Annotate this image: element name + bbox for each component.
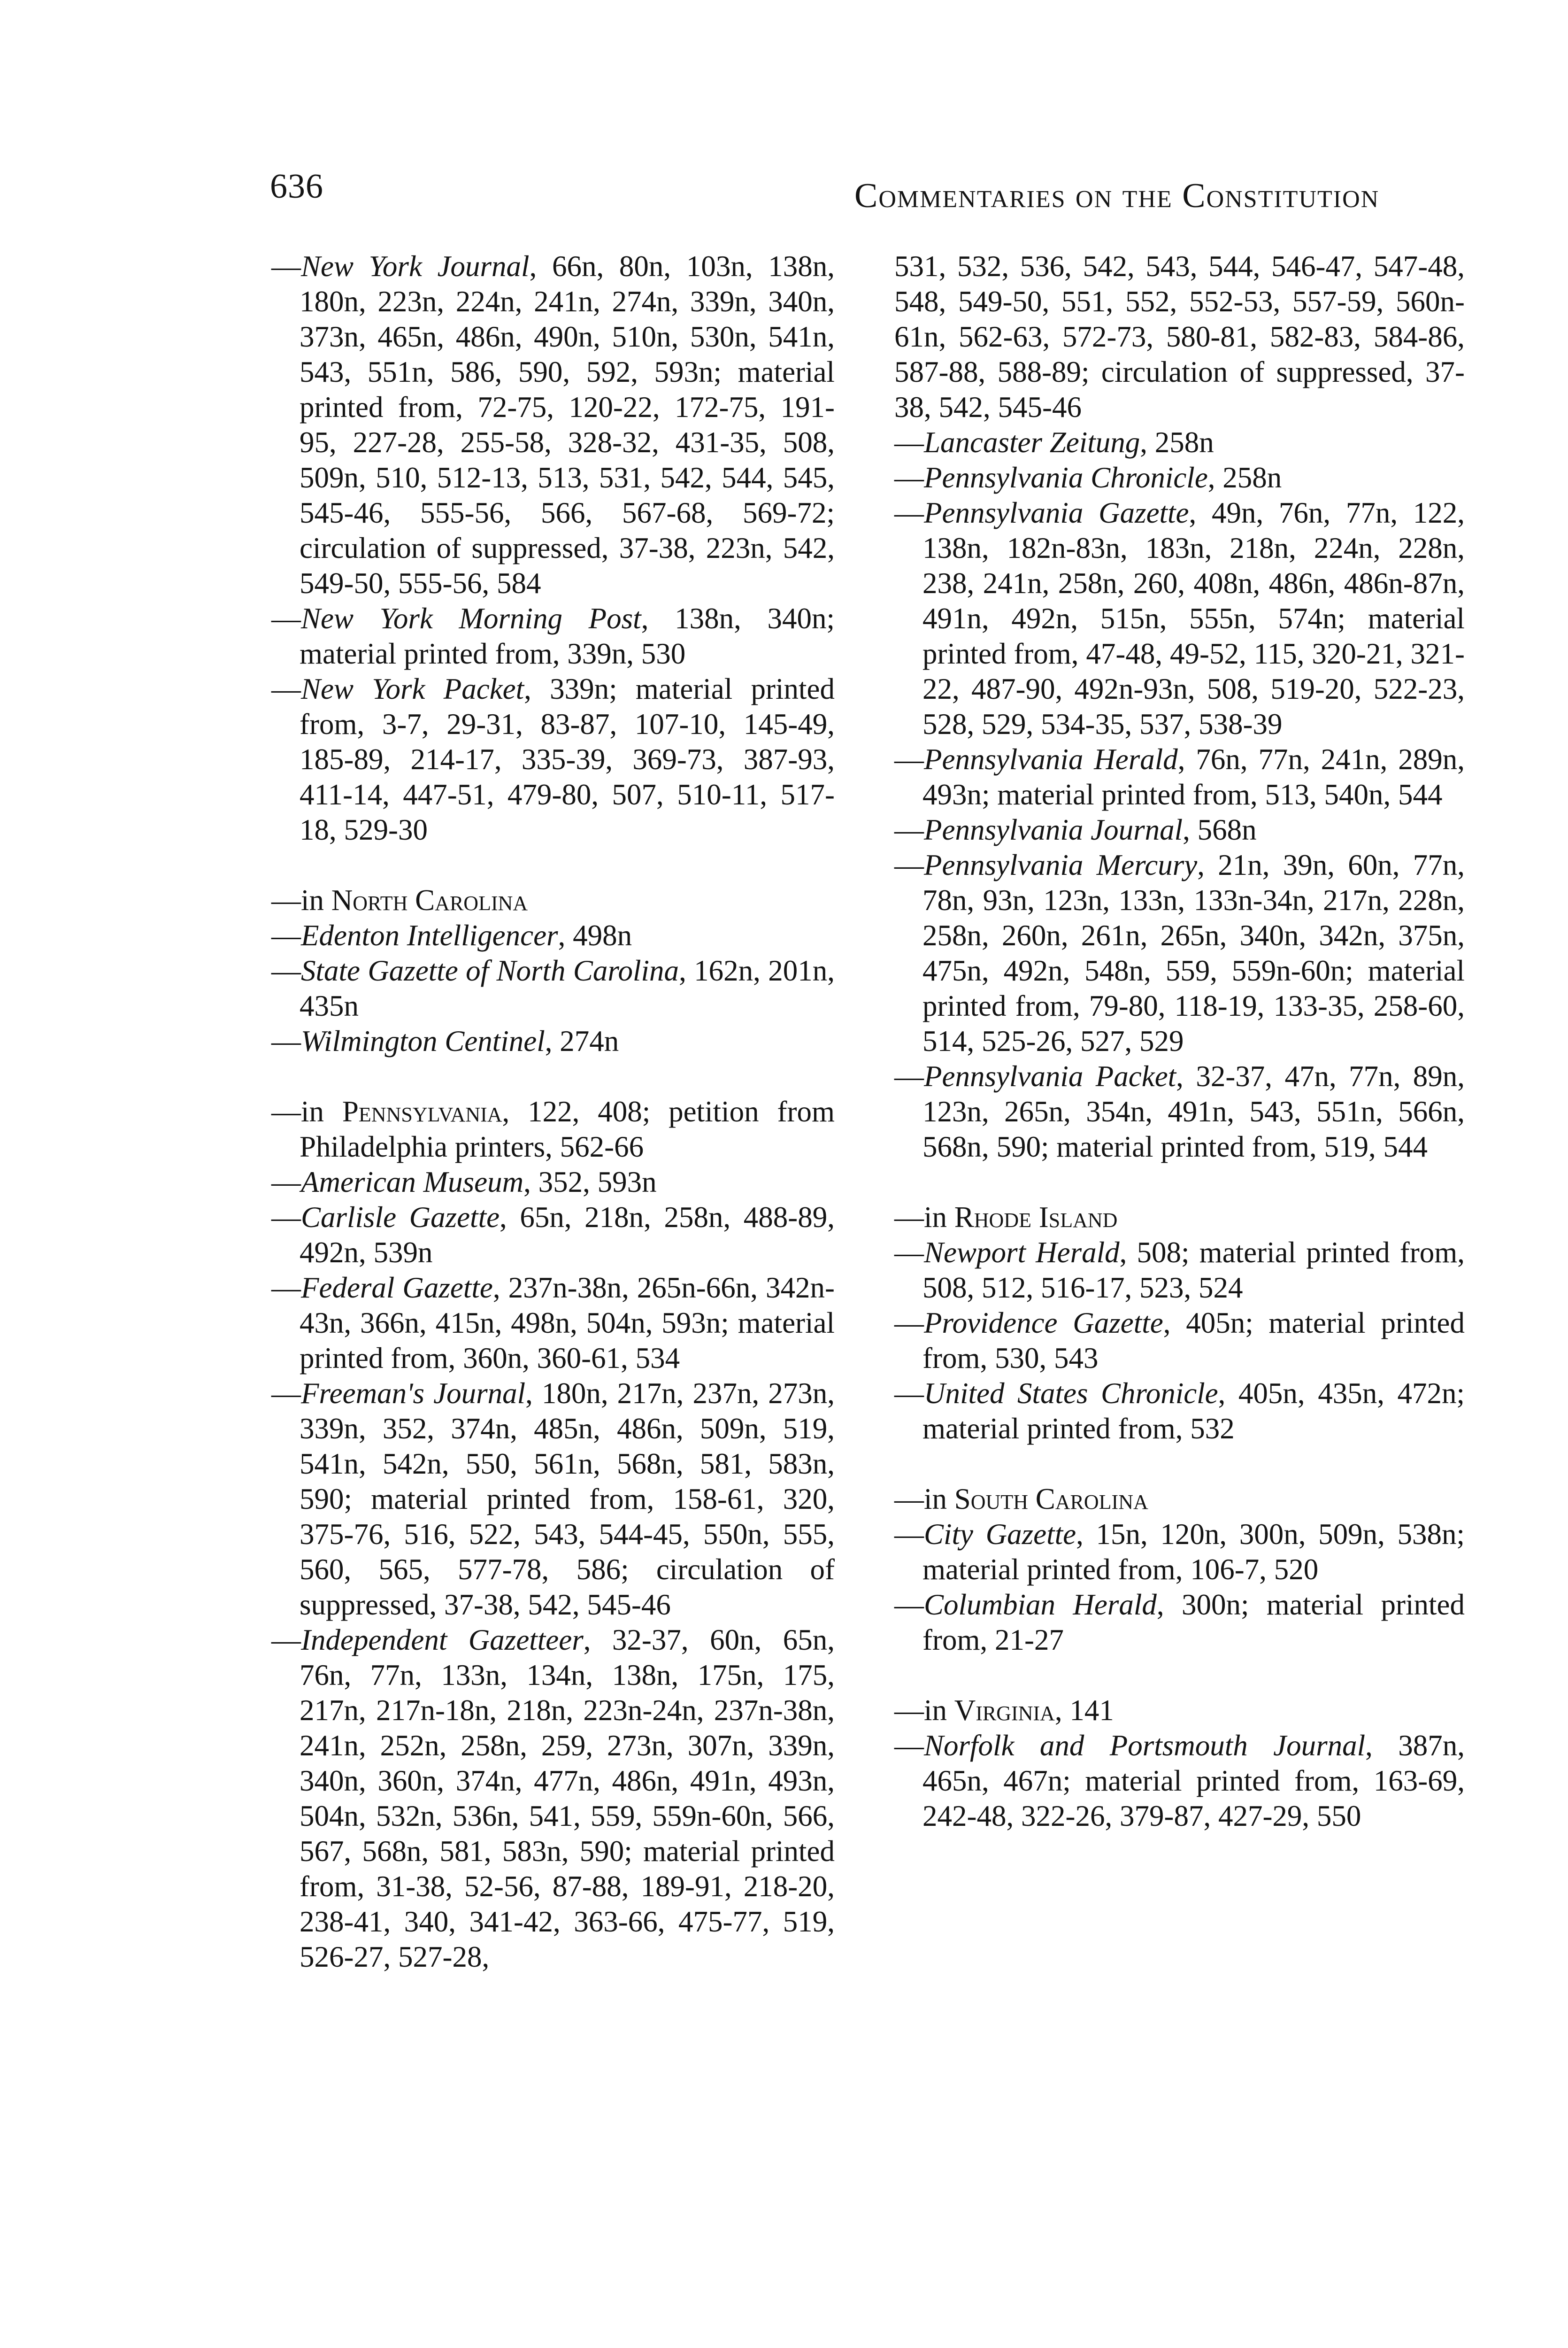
- section-spacer: [271, 848, 835, 883]
- index-entry: —New York Packet, 339n; material printed from, 3-7, 29-31, 83-87, 107-10, 145-49, 185-89, 214-17, 335-39, 369-73, 387-93, 411-14, 447-51, 479-80, 507, 510-11, 517-18, 529-30: [271, 672, 835, 846]
- index-entry: —State Gazette of North Carolina, 162n, 201n, 435n: [271, 954, 835, 1022]
- index-entry-continuation: [894, 249, 1465, 425]
- page-references: 531, 532, 536, 542, 543, 544, 546-47, 547-48, 548, 549-50, 551, 552, 552-53, 557-59, 560n-61n, 562-63, 572-73, 580-81, 582-83, 584-86, 587-88, 588-89; circulation of suppressed, 37-38, 542, 545-46: [894, 250, 1465, 424]
- newspaper-title: State Gazette of North Carolina: [301, 954, 679, 987]
- page-references: , 32-37, 60n, 65n, 76n, 77n, 133n, 134n, 138n, 175n, 175, 217n, 217n-18n, 218n, 223n-24n, 237n-38n, 241n, 252n, 258n, 259, 273n, 307n, 339n, 340n, 360n, 374n, 477n, 486n, 491n, 493n, 504n, 532n, 536n, 541, 559, 559n-60n, 566, 567, 568n, 581, 583n, 590; material printed from, 31-38, 52-56, 87-88, 189-91, 218-20, 238-41, 340, 341-42, 363-66, 475-77, 519, 526-27, 527-28,: [300, 1623, 835, 1973]
- page-references: , 387n, 465n, 467n; material printed from, 163-69, 242-48, 322-26, 379-87, 427-29, 550: [922, 1729, 1465, 1832]
- index-entry: —Pennsylvania Herald, 76n, 77n, 241n, 289n, 493n; material printed from, 513, 540n, 544: [894, 743, 1465, 811]
- newspaper-title: Newport Herald: [924, 1236, 1120, 1269]
- newspaper-title: Freeman's Journal: [301, 1377, 526, 1410]
- index-entry: —Pennsylvania Gazette, 49n, 76n, 77n, 122, 138n, 182n-83n, 183n, 218n, 224n, 228n, 238, 241n, 258n, 260, 408n, 486n, 486n-87n, 491n, 492n, 515n, 555n, 574n; material printed from, 47-48, 49-52, 115, 320-21, 321-22, 487-90, 492n-93n, 508, 519-20, 522-23, 528, 529, 534-35, 537, 538-39: [894, 496, 1465, 741]
- index-column-left: [271, 249, 835, 1975]
- state-name: South Carolina: [954, 1483, 1148, 1515]
- index-column-right: [894, 249, 1465, 1834]
- index-section-heading: —in South Carolina: [894, 1483, 1148, 1515]
- newspaper-title: Lancaster Zeitung: [924, 426, 1140, 459]
- state-name: Pennsylvania: [342, 1095, 502, 1128]
- page-references: , 65n, 218n, 258n, 488-89, 492n, 539n: [300, 1201, 835, 1269]
- page-references: , 339n; material printed from, 3-7, 29-31, 83-87, 107-10, 145-49, 185-89, 214-17, 335-39, 369-73, 387-93, 411-14, 447-51, 479-80, 507, 510-11, 517-18, 529-30: [300, 672, 835, 846]
- page-references: , 15n, 120n, 300n, 509n, 538n; material printed from, 106-7, 520: [922, 1518, 1465, 1586]
- section-spacer: [894, 1446, 1465, 1482]
- state-name: North Carolina: [331, 884, 528, 917]
- index-section-heading: —in Virginia, 141: [894, 1694, 1114, 1727]
- newspaper-title: Pennsylvania Chronicle: [924, 461, 1208, 494]
- section-spacer: [271, 1059, 835, 1094]
- page-references: , 138n, 340n; material printed from, 339n, 530: [300, 602, 835, 670]
- running-title: Commentaries on the Constitution: [854, 177, 1380, 215]
- newspaper-title: Pennsylvania Mercury: [924, 849, 1198, 881]
- index-entry: —American Museum, 352, 593n: [271, 1166, 657, 1198]
- page-references: , 76n, 77n, 241n, 289n, 493n; material printed from, 513, 540n, 544: [922, 743, 1465, 811]
- page-references: , 180n, 217n, 237n, 273n, 339n, 352, 374n, 485n, 486n, 509n, 519, 541n, 542n, 550, 561n, 568n, 581, 583n, 590; material printed from, 158-61, 320, 375-76, 516, 522, 543, 544-45, 550n, 555, 560, 565, 577-78, 586; circulation of suppressed, 37-38, 542, 545-46: [300, 1377, 835, 1621]
- newspaper-title: Columbian Herald: [924, 1588, 1157, 1621]
- page-references: , 141: [1054, 1694, 1114, 1727]
- page-references: , 258n: [1140, 426, 1214, 459]
- newspaper-title: Edenton Intelligencer: [301, 919, 558, 952]
- page-references: , 21n, 39n, 60n, 77n, 78n, 93n, 123n, 133n, 133n-34n, 217n, 228n, 258n, 260n, 261n, 265n, 340n, 342n, 375n, 475n, 492n, 548n, 559, 559n-60n; material printed from, 79-80, 118-19, 133-35, 258-60, 514, 525-26, 527, 529: [922, 849, 1465, 1058]
- index-entry: —New York Journal, 66n, 80n, 103n, 138n, 180n, 223n, 224n, 241n, 274n, 339n, 340n, 373n, 465n, 486n, 490n, 510n, 530n, 541n, 543, 551n, 586, 590, 592, 593n; material printed from, 72-75, 120-22, 172-75, 191-95, 227-28, 255-58, 328-32, 431-35, 508, 509n, 510, 512-13, 513, 531, 542, 544, 545, 545-46, 555-56, 566, 567-68, 569-72; circulation of suppressed, 37-38, 223n, 542, 549-50, 555-56, 584: [271, 250, 835, 600]
- index-entry: —Freeman's Journal, 180n, 217n, 237n, 273n, 339n, 352, 374n, 485n, 486n, 509n, 519, 541n, 542n, 550, 561n, 568n, 581, 583n, 590; material printed from, 158-61, 320, 375-76, 516, 522, 543, 544-45, 550n, 555, 560, 565, 577-78, 586; circulation of suppressed, 37-38, 542, 545-46: [271, 1377, 835, 1621]
- section-spacer: [894, 1165, 1465, 1200]
- index-entry: —Lancaster Zeitung, 258n: [894, 426, 1214, 459]
- newspaper-title: Pennsylvania Gazette: [924, 496, 1189, 529]
- newspaper-title: American Museum: [301, 1166, 524, 1198]
- index-entry: —Providence Gazette, 405n; material printed from, 530, 543: [894, 1306, 1465, 1375]
- index-entry: —Independent Gazetteer, 32-37, 60n, 65n, 76n, 77n, 133n, 134n, 138n, 175n, 175, 217n, 217n-18n, 218n, 223n-24n, 237n-38n, 241n, 252n, 258n, 259, 273n, 307n, 339n, 340n, 360n, 374n, 477n, 486n, 491n, 493n, 504n, 532n, 536n, 541, 559, 559n-60n, 566, 567, 568n, 581, 583n, 590; material printed from, 31-38, 52-56, 87-88, 189-91, 218-20, 238-41, 340, 341-42, 363-66, 475-77, 519, 526-27, 527-28,: [271, 1623, 835, 1973]
- page-references: , 352, 593n: [523, 1166, 657, 1198]
- newspaper-title: Federal Gazette: [301, 1271, 493, 1304]
- newspaper-title: New York Journal: [301, 250, 530, 283]
- index-entry: —City Gazette, 15n, 120n, 300n, 509n, 538n; material printed from, 106-7, 520: [894, 1518, 1465, 1586]
- newspaper-title: Independent Gazetteer: [301, 1623, 584, 1656]
- state-name: Virginia: [954, 1694, 1055, 1727]
- index-entry: —New York Morning Post, 138n, 340n; material printed from, 339n, 530: [271, 602, 835, 670]
- index-entry: —Pennsylvania Packet, 32-37, 47n, 77n, 89n, 123n, 265n, 354n, 491n, 543, 551n, 566n, 568n, 590; material printed from, 519, 544: [894, 1060, 1465, 1163]
- newspaper-title: United States Chronicle: [924, 1377, 1218, 1410]
- newspaper-title: Pennsylvania Packet: [924, 1060, 1176, 1093]
- page-references: , 405n, 435n, 472n; material printed from, 532: [922, 1377, 1465, 1445]
- page-references: , 300n; material printed from, 21-27: [922, 1588, 1465, 1656]
- index-entry: —Newport Herald, 508; material printed from, 508, 512, 516-17, 523, 524: [894, 1236, 1465, 1304]
- index-entry: —Federal Gazette, 237n-38n, 265n-66n, 342n-43n, 366n, 415n, 498n, 504n, 593n; material printed from, 360n, 360-61, 534: [271, 1271, 835, 1375]
- index-entry: —Columbian Herald, 300n; material printed from, 21-27: [894, 1588, 1465, 1656]
- index-entry: —United States Chronicle, 405n, 435n, 472n; material printed from, 532: [894, 1377, 1465, 1445]
- page-references: , 162n, 201n, 435n: [300, 954, 835, 1022]
- page-references: , 508; material printed from, 508, 512, 516-17, 523, 524: [922, 1236, 1465, 1304]
- newspaper-title: New York Morning Post: [301, 602, 641, 635]
- page-references: , 122, 408; petition from Philadelphia printers, 562-66: [300, 1095, 835, 1163]
- page-references: , 66n, 80n, 103n, 138n, 180n, 223n, 224n, 241n, 274n, 339n, 340n, 373n, 465n, 486n, 490n, 510n, 530n, 541n, 543, 551n, 586, 590, 592, 593n; material printed from, 72-75, 120-22, 172-75, 191-95, 227-28, 255-58, 328-32, 431-35, 508, 509n, 510, 512-13, 513, 531, 542, 544, 545, 545-46, 555-56, 566, 567-68, 569-72; circulation of suppressed, 37-38, 223n, 542, 549-50, 555-56, 584: [300, 250, 835, 600]
- index-entry: —Wilmington Centinel, 274n: [271, 1025, 619, 1058]
- newspaper-title: Norfolk and Portsmouth Journal: [924, 1729, 1366, 1762]
- index-section-heading: —in North Carolina: [271, 884, 528, 917]
- page-references: , 498n: [558, 919, 632, 952]
- section-spacer: [894, 1658, 1465, 1693]
- page-references: , 32-37, 47n, 77n, 89n, 123n, 265n, 354n, 491n, 543, 551n, 566n, 568n, 590; material printed from, 519, 544: [922, 1060, 1465, 1163]
- newspaper-title: Carlisle Gazette: [301, 1201, 500, 1234]
- newspaper-title: Providence Gazette: [924, 1306, 1163, 1339]
- newspaper-title: City Gazette: [924, 1518, 1076, 1551]
- index-entry: —Pennsylvania Journal, 568n: [894, 813, 1257, 846]
- index-entry: —Edenton Intelligencer, 498n: [271, 919, 632, 952]
- index-entry: —Norfolk and Portsmouth Journal, 387n, 465n, 467n; material printed from, 163-69, 242-48, 322-26, 379-87, 427-29, 550: [894, 1729, 1465, 1832]
- newspaper-title: Pennsylvania Herald: [924, 743, 1178, 776]
- state-name: Rhode Island: [954, 1201, 1118, 1234]
- index-entry: —Pennsylvania Mercury, 21n, 39n, 60n, 77n, 78n, 93n, 123n, 133n, 133n-34n, 217n, 228n, 258n, 260n, 261n, 265n, 340n, 342n, 375n, 475n, 492n, 548n, 559, 559n-60n; material printed from, 79-80, 118-19, 133-35, 258-60, 514, 525-26, 527, 529: [894, 849, 1465, 1058]
- page-references: , 568n: [1183, 813, 1257, 846]
- page-references: , 258n: [1207, 461, 1282, 494]
- newspaper-title: Wilmington Centinel: [301, 1025, 545, 1058]
- page-references: , 405n; material printed from, 530, 543: [922, 1306, 1465, 1375]
- page-references: , 49n, 76n, 77n, 122, 138n, 182n-83n, 183n, 218n, 224n, 228n, 238, 241n, 258n, 260, 408n, 486n, 486n-87n, 491n, 492n, 515n, 555n, 574n; material printed from, 47-48, 49-52, 115, 320-21, 321-22, 487-90, 492n-93n, 508, 519-20, 522-23, 528, 529, 534-35, 537, 538-39: [922, 496, 1465, 741]
- index-entry: —Carlisle Gazette, 65n, 218n, 258n, 488-89, 492n, 539n: [271, 1201, 835, 1269]
- page-references: , 274n: [545, 1025, 619, 1058]
- page-references: , 237n-38n, 265n-66n, 342n-43n, 366n, 415n, 498n, 504n, 593n; material printed from, 360n, 360-61, 534: [300, 1271, 835, 1375]
- index-entry: —Pennsylvania Chronicle, 258n: [894, 461, 1282, 494]
- newspaper-title: Pennsylvania Journal: [924, 813, 1183, 846]
- page-number: 636: [270, 167, 323, 206]
- index-section-heading: —in Rhode Island: [894, 1201, 1118, 1234]
- newspaper-title: New York Packet: [301, 672, 524, 705]
- index-section-heading: —in Pennsylvania, 122, 408; petition from Philadelphia printers, 562-66: [271, 1095, 835, 1163]
